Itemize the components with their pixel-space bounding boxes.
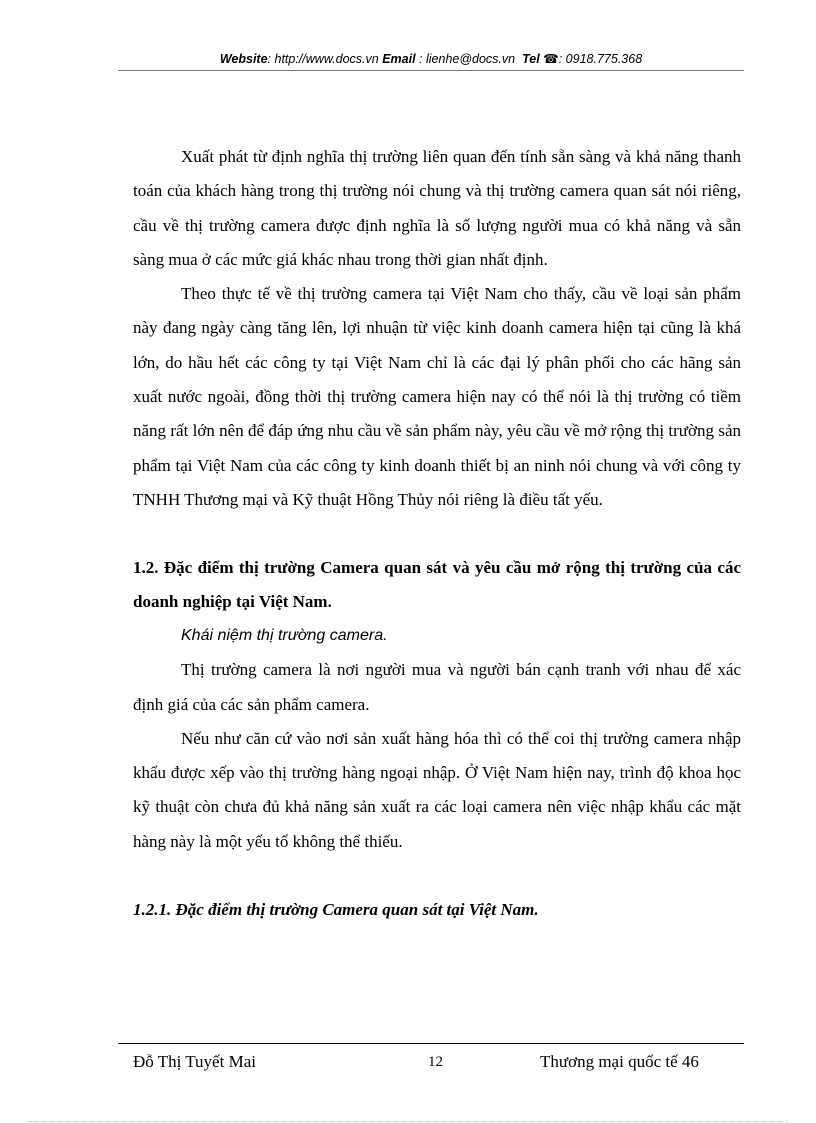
page-header <box>118 50 744 68</box>
footer-divider <box>118 1043 744 1044</box>
email-address: : lienhe@docs.vn <box>415 52 516 66</box>
footer-author: Đỗ Thị Tuyết Mai <box>133 1052 256 1071</box>
website-url: : http://www.docs.vn <box>267 52 379 66</box>
page-bottom-border <box>28 1121 788 1122</box>
section-heading-1-2: 1.2. Đặc điểm thị trường Camera quan sát và yêu cầu mở rộng thị trường của các doanh nghiệp tại Việt Nam. <box>133 558 741 612</box>
tel-number: ☎: 0918.775.368 <box>539 52 643 66</box>
paragraph-market-concept: Thị trường camera là nơi người mua và người bán cạnh tranh với nhau để xác định giá của các sản phẩm camera. <box>133 660 741 714</box>
footer-class: Thương mại quốc tế 46 <box>540 1052 699 1071</box>
tel-label: Tel <box>522 52 540 66</box>
concept-line: Khái niệm thị trường camera. <box>181 627 388 645</box>
header-divider <box>118 70 744 71</box>
website-label: Website <box>219 52 268 66</box>
section-heading-1-2-1: 1.2.1. Đặc điểm thị trường Camera quan sát tại Việt Nam. <box>133 900 539 920</box>
page-content <box>133 140 741 927</box>
page-number: 12 <box>428 1054 443 1070</box>
paragraph-market-reality: Theo thực tế về thị trường camera tại Việt Nam cho thấy, cầu về loại sản phẩm này đang ngày càng tăng lên, lợi nhuận từ việc kinh doanh camera hiện tại cũng là khá lớn, do hầu hết các công ty tại Việt Nam chỉ là các đại lý phân phối cho các hãng sản xuất nước ngoài, đồng thời thị trường camera hiện nay có thể nói là thị trường có tiềm năng rất lớn nên để đáp ứng nhu cầu về sản phẩm này, yêu cầu về mở rộng thị trường sản phẩm tại Việt Nam của các công ty kinh doanh thiết bị an ninh nói chung và với công ty TNHH Thương mại và Kỹ thuật Hồng Thủy nói riêng là điều tất yếu. <box>133 284 741 509</box>
paragraph-demand-definition: Xuất phát từ định nghĩa thị trường liên quan đến tính sẵn sàng và khả năng thanh toán của khách hàng trong thị trường nói chung và thị trường camera quan sát nói riêng, cầu về thị trường camera được định nghĩa là số lượng người mua có khả năng và sẵn sàng mua ở các mức giá khác nhau trong thời gian nhất định. <box>133 147 741 269</box>
email-label: Email <box>382 52 416 66</box>
paragraph-import-market: Nếu như căn cứ vào nơi sản xuất hàng hóa thì có thể coi thị trường camera nhập khẩu được xếp vào thị trường hàng ngoại nhập. Ở Việt Nam hiện nay, trình độ khoa học kỹ thuật còn chưa đủ khả năng sản xuất ra các loại camera nên việc nhập khẩu các mặt hàng này là một yếu tố không thể thiếu. <box>133 728 741 851</box>
